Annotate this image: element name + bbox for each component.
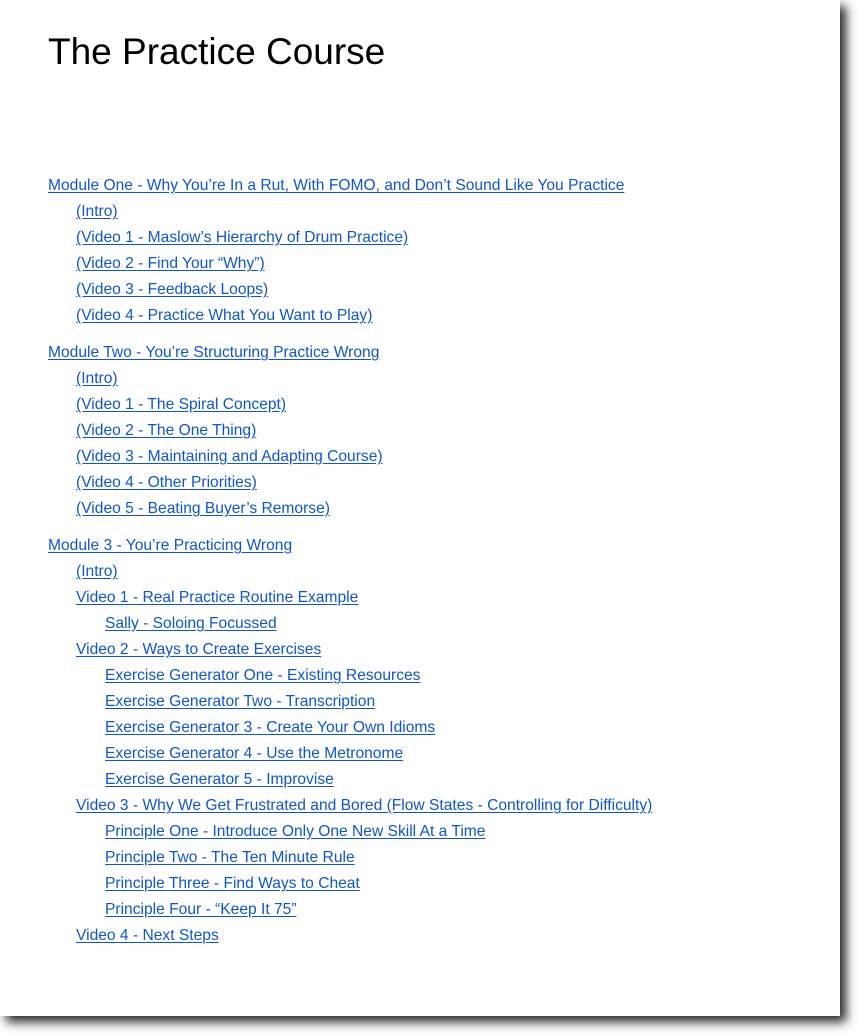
- toc-subitem: [48, 613, 652, 639]
- toc-link[interactable]: Principle One - Introduce Only One New Skill At a Time: [105, 823, 486, 840]
- toc-link[interactable]: Sally - Soloing Focussed: [105, 615, 277, 632]
- toc-module-3-video: [48, 925, 652, 951]
- toc-link[interactable]: Exercise Generator 5 - Improvise: [105, 771, 334, 788]
- toc-module-2-item: [48, 394, 652, 420]
- toc-link[interactable]: (Intro): [76, 563, 118, 580]
- toc-module-2-link[interactable]: Module Two - You’re Structuring Practice Wrong: [48, 344, 380, 361]
- toc-subitem: [48, 717, 652, 743]
- toc-module-2-item: [48, 420, 652, 446]
- toc-link[interactable]: (Intro): [76, 370, 118, 387]
- toc-link[interactable]: (Video 1 - The Spiral Concept): [76, 396, 287, 413]
- toc-link[interactable]: (Video 2 - Find Your “Why”): [76, 255, 265, 272]
- toc-module-2: [48, 342, 652, 368]
- toc-module-3-video: [48, 587, 652, 613]
- toc-module-3-video: [48, 795, 652, 821]
- toc-module-2-item: [48, 446, 652, 472]
- toc-link[interactable]: Principle Three - Find Ways to Cheat: [105, 875, 360, 892]
- toc-subitem: [48, 691, 652, 717]
- toc-module-3-link[interactable]: Module 3 - You’re Practicing Wrong: [48, 537, 293, 554]
- toc-link[interactable]: Exercise Generator One - Existing Resources: [105, 667, 421, 684]
- table-of-contents: [48, 175, 652, 951]
- toc-subitem: [48, 665, 652, 691]
- toc-module-3-item: [48, 561, 652, 587]
- toc-module-1-item: [48, 305, 652, 331]
- toc-module-1-link[interactable]: Module One - Why You’re In a Rut, With FOMO, and Don’t Sound Like You Practice: [48, 177, 625, 194]
- toc-module-1-item: [48, 201, 652, 227]
- toc-module-2-item: [48, 472, 652, 498]
- toc-link[interactable]: (Video 1 - Maslow’s Hierarchy of Drum Practice): [76, 229, 409, 246]
- toc-link[interactable]: (Video 5 - Beating Buyer’s Remorse): [76, 500, 330, 517]
- toc-subitem: [48, 873, 652, 899]
- toc-link[interactable]: (Video 4 - Practice What You Want to Play): [76, 307, 373, 324]
- toc-link[interactable]: Video 2 - Ways to Create Exercises: [76, 641, 322, 658]
- toc-module-1-item: [48, 279, 652, 305]
- toc-subitem: [48, 847, 652, 873]
- toc-module-3: [48, 535, 652, 561]
- toc-module-3-video: [48, 639, 652, 665]
- toc-subitem: [48, 743, 652, 769]
- toc-link[interactable]: (Intro): [76, 203, 118, 220]
- toc-link[interactable]: Principle Four - “Keep It 75”: [105, 901, 297, 918]
- toc-subitem: [48, 821, 652, 847]
- toc-link[interactable]: (Video 3 - Feedback Loops): [76, 281, 269, 298]
- toc-link[interactable]: Exercise Generator 4 - Use the Metronome: [105, 745, 404, 762]
- toc-link[interactable]: (Video 3 - Maintaining and Adapting Course): [76, 448, 383, 465]
- toc-module-1: [48, 175, 652, 201]
- toc-link[interactable]: Video 1 - Real Practice Routine Example: [76, 589, 359, 606]
- toc-subitem: [48, 769, 652, 795]
- toc-subitem: [48, 899, 652, 925]
- toc-link[interactable]: Video 4 - Next Steps: [76, 927, 219, 944]
- toc-module-1-item: [48, 253, 652, 279]
- toc-module-2-item: [48, 368, 652, 394]
- toc-link[interactable]: Video 3 - Why We Get Frustrated and Bored (Flow States - Controlling for Difficulty): [76, 797, 653, 814]
- toc-link[interactable]: (Video 4 - Other Priorities): [76, 474, 257, 491]
- toc-link[interactable]: (Video 2 - The One Thing): [76, 422, 257, 439]
- toc-link[interactable]: Exercise Generator 3 - Create Your Own Idioms: [105, 719, 436, 736]
- toc-module-1-item: [48, 227, 652, 253]
- toc-module-2-item: [48, 498, 652, 524]
- toc-link[interactable]: Principle Two - The Ten Minute Rule: [105, 849, 355, 866]
- document-title: The Practice Course: [48, 31, 386, 72]
- toc-link[interactable]: Exercise Generator Two - Transcription: [105, 693, 376, 710]
